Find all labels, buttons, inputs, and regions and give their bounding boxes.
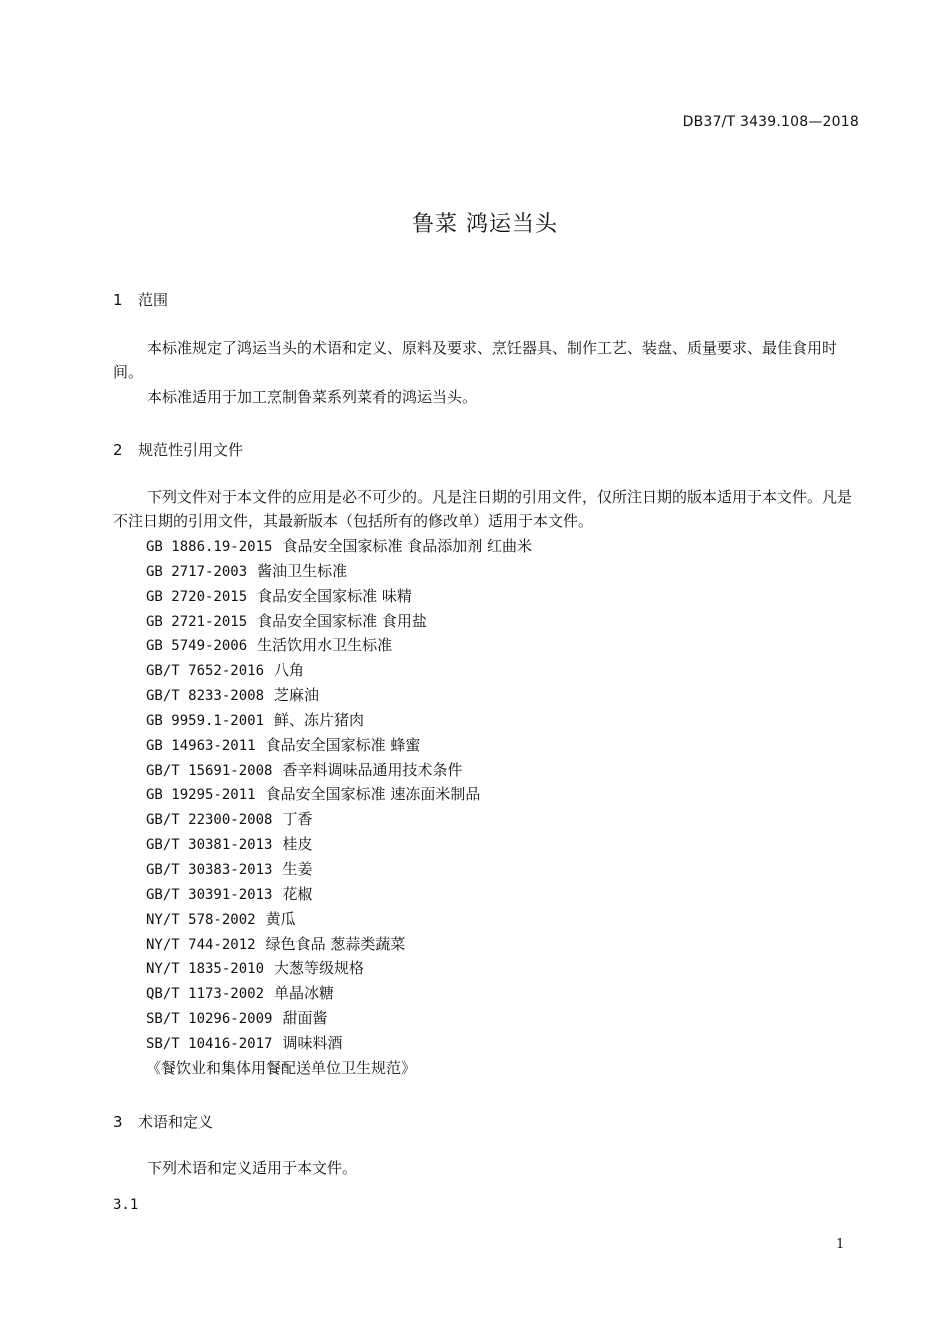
reference-code: GB 2720-2015	[146, 588, 248, 605]
reference-name: 生姜	[282, 859, 313, 878]
reference-code: NY/T 744-2012	[146, 936, 256, 953]
reference-code: GB 14963-2011	[146, 737, 256, 754]
reference-list	[146, 534, 532, 1081]
section-1-paragraph-2: 本标准适用于加工烹制鲁菜系列菜肴的鸿运当头。	[147, 388, 478, 406]
reference-item	[146, 708, 532, 733]
section-1-heading	[113, 289, 168, 310]
reference-name: 香辛料调味品通用技术条件	[282, 760, 463, 779]
reference-name: 大葱等级规格	[274, 959, 365, 978]
reference-item	[146, 832, 532, 857]
subsection-number: 3.1	[113, 1197, 139, 1213]
reference-code: GB/T 30391-2013	[146, 886, 273, 903]
reference-code: GB/T 15691-2008	[146, 762, 273, 779]
reference-code: GB 1886.19-2015	[146, 539, 273, 555]
paragraph-text: 本标准规定了鸿运当头的术语和定义、原料及要求、烹饪器具、制作工艺、装盘、质量要求、最佳食用时间。	[113, 339, 838, 381]
reference-item	[146, 882, 532, 907]
reference-item	[146, 807, 532, 832]
reference-item	[146, 633, 532, 658]
reference-name: 花椒	[282, 884, 313, 903]
reference-name: 绿色食品 葱蒜类蔬菜	[265, 934, 406, 953]
reference-code: GB 19295-2011	[146, 787, 256, 804]
document-title: 鲁菜 鸿运当头	[412, 212, 558, 237]
section-title: 范围	[138, 291, 169, 309]
reference-name: 黄瓜	[265, 909, 296, 928]
reference-name: 食品安全国家标准 食用盐	[257, 611, 427, 630]
reference-item	[146, 609, 532, 634]
reference-code: NY/T 578-2002	[146, 911, 256, 928]
reference-name: 单晶冰糖	[274, 984, 335, 1003]
reference-name: 八角	[274, 661, 305, 680]
reference-name: 丁香	[282, 810, 313, 829]
reference-code: GB/T 8233-2008	[146, 688, 265, 705]
reference-name: 酱油卫生标准	[257, 561, 348, 580]
reference-code: SB/T 10296-2009	[146, 1011, 273, 1028]
section-2-heading	[113, 439, 243, 460]
reference-name: 食品安全国家标准 速冻面米制品	[265, 785, 481, 804]
reference-item	[146, 1006, 532, 1031]
reference-name: 食品安全国家标准 蜂蜜	[265, 735, 421, 754]
reference-name: 食品安全国家标准 食品添加剂 红曲米	[282, 537, 532, 555]
reference-name: 《餐饮业和集体用餐配送单位卫生规范》	[146, 1058, 417, 1077]
reference-item	[146, 658, 532, 683]
reference-code: GB/T 30383-2013	[146, 861, 273, 878]
section-3-paragraph-1: 下列术语和定义适用于本文件。	[147, 1159, 358, 1177]
reference-code: NY/T 1835-2010	[146, 961, 265, 978]
reference-code: GB 2717-2003	[146, 563, 248, 580]
reference-code: QB/T 1173-2002	[146, 986, 265, 1003]
section-1-paragraph-1	[113, 336, 860, 384]
reference-item	[146, 733, 532, 758]
reference-item	[146, 981, 532, 1006]
reference-code: GB 9959.1-2001	[146, 712, 265, 729]
page-number: 1	[836, 1237, 845, 1252]
reference-item	[146, 1056, 532, 1081]
paragraph-text: 下列文件对于本文件的应用是必不可少的。凡是注日期的引用文件，仅所注日期的版本适用于本文件。凡是不注日期的引用文件，其最新版本（包括所有的修改单）适用于本文件。	[113, 488, 853, 530]
section-2-paragraph-1	[113, 485, 860, 533]
reference-name: 生活饮用水卫生标准	[257, 636, 393, 655]
reference-code: SB/T 10416-2017	[146, 1035, 273, 1052]
reference-name: 甜面酱	[282, 1009, 328, 1028]
reference-item	[146, 782, 532, 807]
reference-code: GB/T 7652-2016	[146, 663, 265, 680]
section-3-heading	[113, 1111, 213, 1132]
reference-item	[146, 758, 532, 783]
reference-item	[146, 584, 532, 609]
reference-name: 鲜、冻片猪肉	[274, 710, 365, 729]
reference-item	[146, 534, 532, 559]
section-number: 3	[113, 1113, 123, 1131]
reference-code: GB 2721-2015	[146, 613, 248, 630]
section-title: 术语和定义	[138, 1113, 214, 1131]
section-title: 规范性引用文件	[138, 441, 244, 459]
reference-item	[146, 683, 532, 708]
reference-name: 食品安全国家标准 味精	[257, 586, 412, 605]
reference-item	[146, 907, 532, 932]
document-code: DB37/T 3439.108—2018	[682, 114, 859, 130]
reference-name: 芝麻油	[274, 686, 320, 705]
section-number: 2	[113, 441, 123, 459]
section-number: 1	[113, 291, 123, 309]
reference-code: GB/T 22300-2008	[146, 812, 273, 829]
reference-code: GB/T 30381-2013	[146, 837, 273, 854]
reference-name: 桂皮	[282, 835, 313, 854]
reference-item	[146, 857, 532, 882]
reference-code: GB 5749-2006	[146, 638, 248, 655]
reference-item	[146, 932, 532, 957]
reference-item	[146, 559, 532, 584]
reference-item	[146, 1031, 532, 1056]
reference-name: 调味料酒	[282, 1033, 343, 1052]
reference-item	[146, 956, 532, 981]
